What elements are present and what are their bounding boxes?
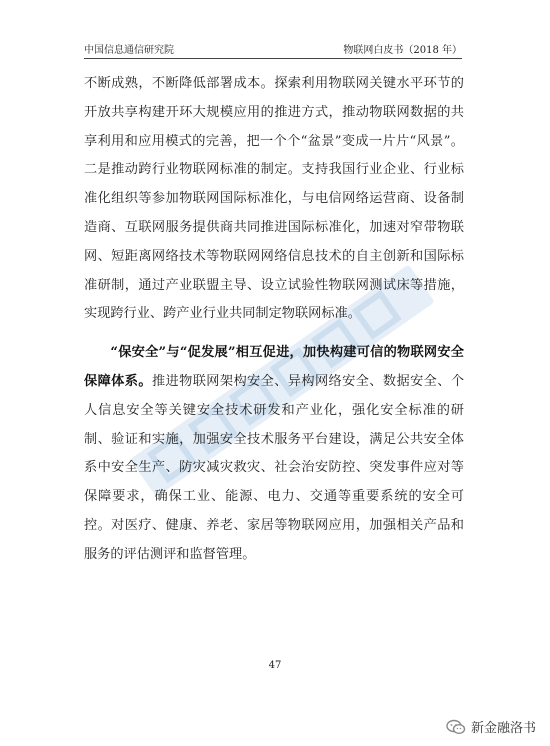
wechat-icon: [446, 719, 466, 735]
wechat-source-badge: [446, 717, 536, 736]
header-org-name: 中国信息通信研究院: [84, 45, 174, 56]
header-divider: [84, 58, 462, 59]
header-doc-title: 物联网白皮书（2018 年）: [343, 45, 462, 56]
paragraph-security: [84, 339, 464, 569]
page-number: 47: [268, 660, 282, 671]
page-header: [84, 40, 462, 56]
wechat-account-name: 新金融洛书: [470, 721, 536, 736]
document-body: [84, 70, 464, 570]
paragraph-security-heading: “保安全”与“促发展”相互促进，加快构建可信的物联网安全保障体系。: [84, 345, 464, 389]
paragraph-standards: 不断成熟，不断降低部署成本。探索利用物联网关键水平环节的开放共享构建开环大规模应用的推进方式，推动物联网数据的共享利用和应用模式的完善，把一个个“盆景”变成一片片“风景”。二是推动跨行业物联网标准的制定。支持我国行业企业、行业标准化组织等参加物联网国际标准化，与电信网络运营商、设备制造商、互联网服务提供商共同推进国际标准化，加速对窄带物联网、短距离网络技术等物联网网络信息技术的自主创新和国际标准研制，通过产业联盟主导、设立试验性物联网测试床等措施，实现跨行业、跨产业行业共同制定物联网标准。: [84, 76, 464, 322]
paragraph-security-text: 推进物联网架构安全、异构网络安全、数据安全、个人信息安全等关键安全技术研发和产业化，强化安全标准的研制、验证和实施，加强安全技术服务平台建设，满足公共安全体系中安全生产、防灾减灾救灾、社会治安防控、突发事件应对等保障要求，确保工业、能源、电力、交通等重要系统的安全可控。对医疗、健康、养老、家居等物联网应用，加强相关产品和服务的评估测评和监督管理。: [84, 373, 465, 562]
